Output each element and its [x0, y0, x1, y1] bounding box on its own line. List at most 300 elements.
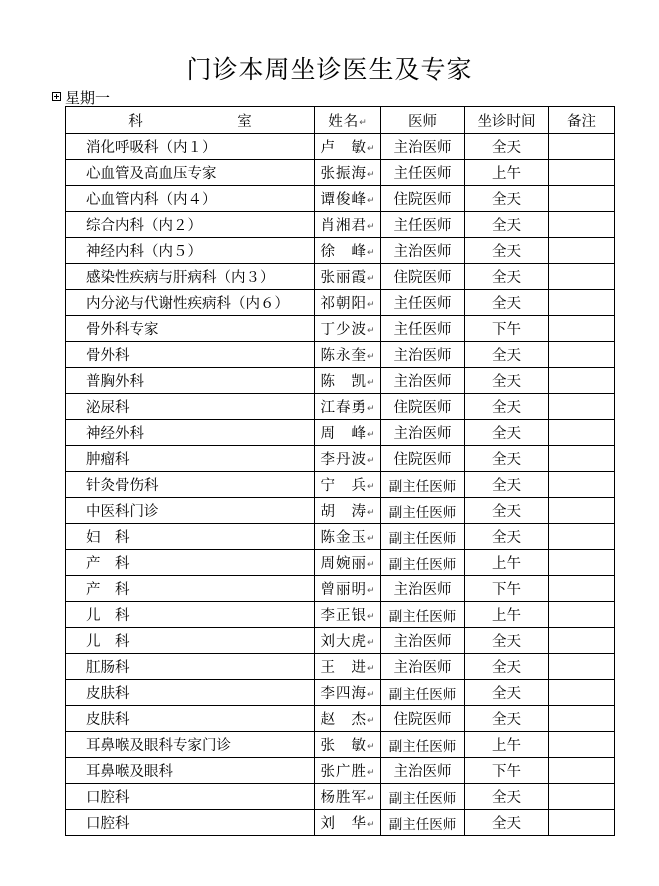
paragraph-mark-icon: ↵	[366, 222, 375, 232]
cell-dept[interactable]	[66, 212, 315, 238]
table-row	[66, 290, 615, 316]
cell-time[interactable]	[465, 550, 549, 576]
cell-name-text: 肖湘君	[320, 218, 367, 234]
table-row	[66, 446, 615, 472]
cell-time[interactable]	[465, 160, 549, 186]
cell-dept-text: 神经外科	[86, 426, 144, 442]
cell-name[interactable]	[315, 706, 381, 732]
cell-title-text: 主治医师	[393, 634, 452, 650]
cell-title[interactable]	[381, 134, 465, 160]
cell-title-text: 主治医师	[393, 348, 452, 364]
header-name	[315, 107, 381, 134]
cell-name-text: 杨胜军	[320, 790, 367, 806]
cell-note[interactable]	[549, 264, 615, 290]
cell-name-text: 周 峰	[320, 426, 367, 442]
cell-time[interactable]	[465, 758, 549, 784]
cell-dept[interactable]	[66, 394, 315, 420]
cell-time[interactable]	[465, 784, 549, 810]
paragraph-mark-icon: ↵	[366, 482, 375, 492]
cell-name-text: 胡 涛	[320, 504, 367, 520]
cell-note[interactable]	[549, 498, 615, 524]
cell-note[interactable]	[549, 784, 615, 810]
cell-time[interactable]	[465, 134, 549, 160]
cell-name[interactable]	[315, 446, 381, 472]
cell-time-text: 全天	[492, 140, 521, 156]
paragraph-mark-icon: ↵	[366, 274, 375, 284]
cell-dept[interactable]	[66, 524, 315, 550]
cell-title-text: 主治医师	[393, 426, 452, 442]
cell-time-text: 全天	[492, 244, 521, 260]
cell-title-text: 住院医师	[393, 712, 452, 728]
cell-name[interactable]	[315, 368, 381, 394]
paragraph-mark-icon: ↵	[366, 404, 375, 414]
paragraph-mark-icon: ↵	[366, 612, 375, 622]
cell-name-text: 王 进	[320, 660, 367, 676]
cell-note[interactable]	[549, 394, 615, 420]
cell-dept[interactable]	[66, 238, 315, 264]
cell-name[interactable]	[315, 732, 381, 758]
cell-dept-text: 神经内科（内５）	[86, 244, 202, 260]
cell-name[interactable]	[315, 576, 381, 602]
header-name-text: 姓名	[328, 113, 360, 130]
cell-note[interactable]	[549, 758, 615, 784]
cell-note[interactable]	[549, 316, 615, 342]
cell-time[interactable]	[465, 238, 549, 264]
cell-time-text: 上午	[492, 738, 521, 754]
paragraph-mark-icon: ↵	[366, 144, 375, 154]
cell-note[interactable]	[549, 680, 615, 706]
table-row	[66, 368, 615, 394]
cell-dept-text: 肿瘤科	[86, 452, 130, 468]
cell-name-text: 张广胜	[320, 764, 367, 780]
cell-title[interactable]	[381, 810, 465, 836]
cell-title[interactable]	[381, 342, 465, 368]
cell-name-text: 陈 凯	[320, 374, 367, 390]
cell-time-text: 全天	[492, 790, 521, 806]
paragraph-mark-icon: ↵	[366, 690, 375, 700]
table-row	[66, 810, 615, 836]
cell-dept[interactable]	[66, 472, 315, 498]
cell-name-text: 徐 峰	[320, 244, 367, 260]
cell-note[interactable]	[549, 238, 615, 264]
cell-time-text: 全天	[492, 530, 521, 546]
cell-note[interactable]	[549, 212, 615, 238]
cell-name-text: 周婉丽	[320, 556, 367, 572]
cell-dept[interactable]	[66, 420, 315, 446]
paragraph-mark-icon: ↵	[366, 716, 375, 726]
cell-name-text: 曾丽明	[320, 582, 367, 598]
cell-note[interactable]	[549, 732, 615, 758]
cell-title-text: 副主任医师	[388, 504, 457, 521]
cell-dept[interactable]	[66, 186, 315, 212]
cell-dept-text: 皮肤科	[86, 686, 130, 702]
cell-name[interactable]	[315, 524, 381, 550]
cell-title-text: 住院医师	[393, 452, 452, 468]
cell-title[interactable]	[381, 290, 465, 316]
paragraph-mark-icon: ↵	[366, 534, 375, 544]
cell-name[interactable]	[315, 186, 381, 212]
table-row	[66, 472, 615, 498]
cell-title-text: 主治医师	[393, 140, 452, 156]
cell-time-text: 全天	[492, 634, 521, 650]
cell-name[interactable]	[315, 654, 381, 680]
page-title: 门诊本周坐诊医生及专家	[186, 55, 473, 84]
paragraph-mark-icon: ↵	[366, 378, 375, 388]
cell-title[interactable]	[381, 446, 465, 472]
paragraph-mark-icon: ↵	[366, 300, 375, 310]
cell-note[interactable]	[549, 472, 615, 498]
cell-title[interactable]	[381, 680, 465, 706]
cell-time[interactable]	[465, 472, 549, 498]
cell-dept[interactable]	[66, 134, 315, 160]
table-row	[66, 602, 615, 628]
paragraph-mark-icon: ↵	[366, 170, 375, 180]
cell-title-text: 副主任医师	[388, 556, 457, 573]
cell-time[interactable]	[465, 706, 549, 732]
cell-title[interactable]	[381, 758, 465, 784]
cell-dept[interactable]	[66, 680, 315, 706]
table-row	[66, 238, 615, 264]
cell-note[interactable]	[549, 654, 615, 680]
paragraph-mark-icon: ↵	[366, 430, 375, 440]
cell-dept[interactable]	[66, 784, 315, 810]
cell-name[interactable]	[315, 212, 381, 238]
paragraph-mark-icon: ↵	[366, 456, 375, 466]
cell-dept[interactable]	[66, 732, 315, 758]
cell-dept[interactable]	[66, 758, 315, 784]
cell-name-text: 丁少波	[320, 322, 367, 338]
cell-name[interactable]	[315, 784, 381, 810]
paragraph-mark-icon: ↵	[366, 768, 375, 778]
cell-dept[interactable]	[66, 628, 315, 654]
cell-dept-text: 儿 科	[86, 608, 130, 624]
cell-note[interactable]	[549, 342, 615, 368]
cell-name[interactable]	[315, 290, 381, 316]
cell-dept[interactable]	[66, 810, 315, 836]
cell-title[interactable]	[381, 602, 465, 628]
cell-dept[interactable]	[66, 706, 315, 732]
cell-dept[interactable]	[66, 342, 315, 368]
table-row	[66, 654, 615, 680]
table-row	[66, 576, 615, 602]
cell-dept[interactable]	[66, 498, 315, 524]
table-row	[66, 706, 615, 732]
cell-dept-text: 心血管内科（内４）	[86, 192, 217, 208]
cell-name-text: 卢 敏	[320, 140, 367, 156]
cell-title-text: 主治医师	[393, 374, 452, 390]
cell-time-text: 全天	[492, 504, 521, 520]
cell-time[interactable]	[465, 264, 549, 290]
paragraph-mark-icon: ↵	[366, 742, 375, 752]
cell-name-text: 李四海	[320, 686, 367, 702]
cell-title-text: 主任医师	[393, 296, 452, 312]
cell-time[interactable]	[465, 446, 549, 472]
cell-title[interactable]	[381, 654, 465, 680]
table-row	[66, 550, 615, 576]
cell-dept-text: 口腔科	[86, 790, 130, 806]
cell-time[interactable]	[465, 394, 549, 420]
cell-dept[interactable]	[66, 654, 315, 680]
cell-title-text: 主任医师	[393, 166, 452, 182]
table-row	[66, 212, 615, 238]
cell-name[interactable]	[315, 160, 381, 186]
cell-dept[interactable]	[66, 368, 315, 394]
cell-time-text: 上午	[492, 608, 521, 624]
cell-name[interactable]	[315, 264, 381, 290]
cell-time[interactable]	[465, 290, 549, 316]
cell-title[interactable]	[381, 524, 465, 550]
cell-name-text: 张丽霞	[320, 270, 367, 286]
cell-dept-text: 消化呼吸科（内１）	[86, 140, 217, 156]
cell-title-text: 副主任医师	[388, 790, 457, 807]
cell-time-text: 全天	[492, 218, 521, 234]
cell-title[interactable]	[381, 472, 465, 498]
cell-note[interactable]	[549, 368, 615, 394]
cell-note[interactable]	[549, 550, 615, 576]
cell-time-text: 全天	[492, 400, 521, 416]
cell-time[interactable]	[465, 680, 549, 706]
cell-name[interactable]	[315, 550, 381, 576]
header-note: 备注	[549, 107, 615, 134]
cell-time-text: 全天	[492, 686, 521, 702]
cell-time[interactable]	[465, 316, 549, 342]
cell-dept-text: 骨外科专家	[86, 322, 159, 338]
cell-title-text: 副主任医师	[388, 530, 457, 547]
table-row	[66, 342, 615, 368]
cell-time-text: 全天	[492, 426, 521, 442]
cell-dept-text: 普胸外科	[86, 374, 144, 390]
cell-time[interactable]	[465, 602, 549, 628]
cell-note[interactable]	[549, 602, 615, 628]
cell-time[interactable]	[465, 576, 549, 602]
cell-dept-text: 产 科	[86, 556, 130, 572]
paragraph-mark-icon: ↵	[366, 248, 375, 258]
cell-dept-text: 中医科门诊	[86, 504, 159, 520]
cell-title[interactable]	[381, 550, 465, 576]
cell-title-text: 主治医师	[393, 660, 452, 676]
cell-name[interactable]	[315, 472, 381, 498]
cell-dept[interactable]	[66, 290, 315, 316]
paragraph-mark-icon: ↵	[366, 508, 375, 518]
table-row	[66, 134, 615, 160]
cell-name[interactable]	[315, 238, 381, 264]
cell-time[interactable]	[465, 420, 549, 446]
cell-note[interactable]	[549, 446, 615, 472]
cell-time[interactable]	[465, 498, 549, 524]
paragraph-mark-icon: ↵	[366, 560, 375, 570]
cell-dept-text: 皮肤科	[86, 712, 130, 728]
cell-name-text: 张 敏	[320, 738, 367, 754]
cell-dept-text: 产 科	[86, 582, 130, 598]
cell-time-text: 全天	[492, 348, 521, 364]
cell-title[interactable]	[381, 784, 465, 810]
cell-title-text: 主治医师	[393, 244, 452, 260]
cell-title-text: 副主任医师	[388, 608, 457, 625]
cell-time-text: 下午	[492, 582, 521, 598]
cell-time-text: 全天	[492, 712, 521, 728]
cell-name-text: 刘 华	[320, 816, 367, 832]
cell-name[interactable]	[315, 602, 381, 628]
cell-time-text: 上午	[492, 166, 521, 182]
cell-name[interactable]	[315, 394, 381, 420]
cell-title[interactable]	[381, 186, 465, 212]
cell-title-text: 副主任医师	[388, 738, 457, 755]
cell-title-text: 主治医师	[393, 582, 452, 598]
paragraph-mark-icon: ↵	[366, 586, 375, 596]
cell-time[interactable]	[465, 186, 549, 212]
cell-dept[interactable]	[66, 576, 315, 602]
table-row	[66, 160, 615, 186]
paragraph-mark-icon: ↵	[366, 820, 375, 830]
cell-dept-text: 泌尿科	[86, 400, 130, 416]
cell-title[interactable]	[381, 264, 465, 290]
day-label: 星期一	[65, 89, 111, 107]
cell-note[interactable]	[549, 186, 615, 212]
cell-name[interactable]	[315, 758, 381, 784]
cell-name[interactable]	[315, 316, 381, 342]
cell-title[interactable]	[381, 732, 465, 758]
table-row	[66, 732, 615, 758]
cell-dept-text: 肛肠科	[86, 660, 130, 676]
table-move-handle-icon[interactable]	[52, 92, 61, 101]
cell-name-text: 李丹波	[320, 452, 367, 468]
cell-note[interactable]	[549, 420, 615, 446]
paragraph-mark-icon: ↵	[366, 196, 375, 206]
cell-time-text: 下午	[492, 322, 521, 338]
cell-dept-text: 心血管及高血压专家	[86, 166, 217, 182]
cell-name[interactable]	[315, 420, 381, 446]
cell-time-text: 上午	[492, 556, 521, 572]
cell-dept-text: 针灸骨伤科	[86, 478, 159, 494]
cell-time[interactable]	[465, 810, 549, 836]
cell-title-text: 主任医师	[393, 322, 452, 338]
cell-dept[interactable]	[66, 264, 315, 290]
table-row	[66, 628, 615, 654]
cell-time[interactable]	[465, 628, 549, 654]
cell-title[interactable]	[381, 238, 465, 264]
cell-time-text: 全天	[492, 816, 521, 832]
cell-name[interactable]	[315, 628, 381, 654]
cell-time[interactable]	[465, 732, 549, 758]
cell-title-text: 住院医师	[393, 270, 452, 286]
table-row	[66, 524, 615, 550]
cell-title-text: 副主任医师	[388, 478, 457, 495]
cell-title[interactable]	[381, 576, 465, 602]
cell-title[interactable]	[381, 368, 465, 394]
paragraph-mark-icon: ↵	[366, 352, 375, 362]
cell-name-text: 祁朝阳	[320, 296, 367, 312]
table-row	[66, 498, 615, 524]
cell-title[interactable]	[381, 394, 465, 420]
cell-note[interactable]	[549, 810, 615, 836]
cell-name-text: 谭俊峰	[320, 192, 367, 208]
table-row	[66, 680, 615, 706]
table-header-row	[66, 107, 615, 134]
cell-name-text: 江春勇	[320, 400, 367, 416]
table-row	[66, 420, 615, 446]
cell-time-text: 全天	[492, 296, 521, 312]
table-row	[66, 784, 615, 810]
paragraph-mark-icon: ↵	[366, 794, 375, 804]
cell-dept-text: 骨外科	[86, 348, 130, 364]
cell-title[interactable]	[381, 212, 465, 238]
table-body	[66, 134, 615, 836]
cell-note[interactable]	[549, 290, 615, 316]
cell-title[interactable]	[381, 628, 465, 654]
cell-time[interactable]	[465, 212, 549, 238]
cell-dept[interactable]	[66, 602, 315, 628]
cell-dept-text: 感染性疾病与肝病科（内３）	[86, 270, 275, 286]
cell-dept-text: 儿 科	[86, 634, 130, 650]
cell-time[interactable]	[465, 654, 549, 680]
cell-title-text: 主治医师	[393, 764, 452, 780]
cell-time-text: 下午	[492, 764, 521, 780]
cell-title-text: 住院医师	[393, 400, 452, 416]
cell-note[interactable]	[549, 524, 615, 550]
cell-name-text: 陈金玉	[320, 530, 367, 546]
cell-time-text: 全天	[492, 660, 521, 676]
cell-name[interactable]	[315, 810, 381, 836]
cell-dept[interactable]	[66, 550, 315, 576]
cell-time-text: 全天	[492, 478, 521, 494]
paragraph-mark-icon: ↵	[359, 117, 367, 128]
cell-time[interactable]	[465, 524, 549, 550]
cell-title-text: 住院医师	[393, 192, 452, 208]
cell-name[interactable]	[315, 680, 381, 706]
cell-title[interactable]	[381, 160, 465, 186]
table-row	[66, 758, 615, 784]
cell-title-text: 副主任医师	[388, 686, 457, 703]
schedule-table	[65, 106, 615, 836]
cell-time[interactable]	[465, 368, 549, 394]
cell-note[interactable]	[549, 576, 615, 602]
cell-time-text: 全天	[492, 452, 521, 468]
header-time: 坐诊时间	[465, 107, 549, 134]
cell-note[interactable]	[549, 134, 615, 160]
cell-dept[interactable]	[66, 316, 315, 342]
cell-title-text: 主任医师	[393, 218, 452, 234]
cell-note[interactable]	[549, 160, 615, 186]
cell-dept-text: 口腔科	[86, 816, 130, 832]
cell-name-text: 李正银	[320, 608, 367, 624]
table-row	[66, 394, 615, 420]
paragraph-mark-icon: ↵	[366, 326, 375, 336]
cell-name-text: 宁 兵	[320, 478, 367, 494]
cell-dept-text: 耳鼻喉及眼科	[86, 764, 173, 780]
cell-name-text: 赵 杰	[320, 712, 367, 728]
table-row	[66, 186, 615, 212]
cell-name[interactable]	[315, 134, 381, 160]
cell-note[interactable]	[549, 628, 615, 654]
header-title: 医师	[381, 107, 465, 134]
cell-name[interactable]	[315, 498, 381, 524]
cell-title[interactable]	[381, 420, 465, 446]
cell-name[interactable]	[315, 342, 381, 368]
cell-dept-text: 内分泌与代谢性疾病科（内６）	[86, 296, 289, 312]
cell-title[interactable]	[381, 498, 465, 524]
cell-time-text: 全天	[492, 270, 521, 286]
cell-name-text: 陈永奎	[320, 348, 367, 364]
cell-note[interactable]	[549, 706, 615, 732]
paragraph-mark-icon: ↵	[366, 638, 375, 648]
cell-dept[interactable]	[66, 160, 315, 186]
cell-dept[interactable]	[66, 446, 315, 472]
table-row	[66, 264, 615, 290]
cell-title[interactable]	[381, 316, 465, 342]
header-dept: 科 室	[66, 107, 315, 134]
cell-title[interactable]	[381, 706, 465, 732]
cell-time[interactable]	[465, 342, 549, 368]
